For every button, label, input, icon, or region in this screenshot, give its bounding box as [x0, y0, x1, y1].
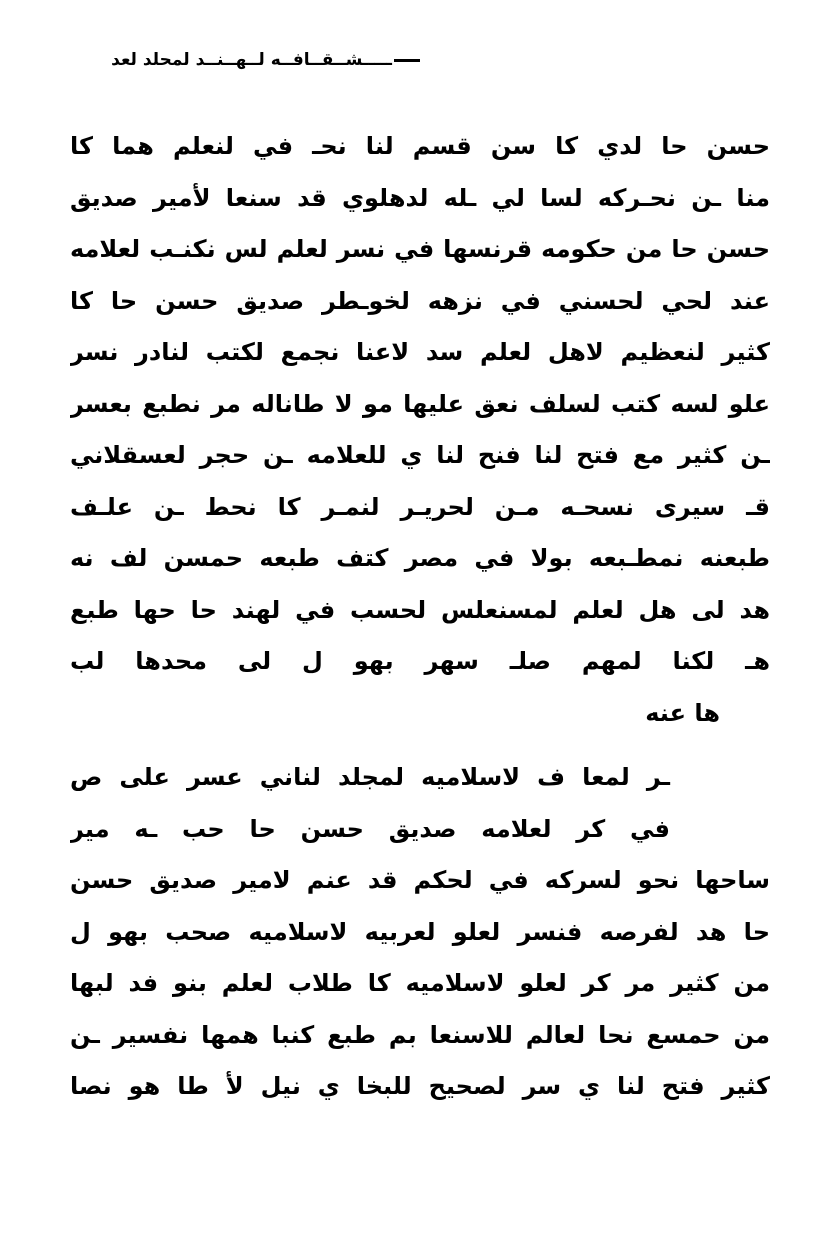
running-header	[100, 50, 420, 70]
text-line: هـ لكنا لمهم صلـ سهر بهو ل لى محدها لب	[70, 647, 770, 675]
text-line: علو لسه كتب لسلف نعق عليها مو لا طاناله مر نطبع بعسر	[70, 389, 770, 418]
text-line: كثير لنعظيم لاهل لعلم سد لاعنا نجمع لكتب لنادر نسر	[70, 338, 770, 366]
text-line-last: ها عنه	[645, 698, 720, 727]
text-line: ـر لمعا ف لاسلاميه لمجلد لناني عسر على ص	[70, 763, 670, 791]
text-line: قـ سيرى نسحـه مـن لحريـر لنمـر كا نحط ـن علـف	[70, 492, 770, 521]
text-line: هد لى هل لعلم لمسنعلس لحسب في لهند حا حها طبع	[70, 595, 770, 624]
text-line: منا ـن نحـركه لسا لي ـله لدهلوي قد سنعا لأمير صديق	[70, 183, 770, 212]
text-line: من كثير مر كر لعلو لاسلاميه كا طلاب لعلم بنو فد لبها	[70, 969, 770, 997]
paragraph-2	[70, 752, 770, 1113]
text-line: ساحها نحو لسركه في لحكم قد عنم لامير صديق حسن	[70, 866, 770, 894]
text-line: عند لحي لحسني في نزهه لخوـطر صديق حسن حا كا	[70, 286, 770, 315]
text-line: كثير فتح لنا ي سر لصحيح للبخا ي نيل لأ طا هو نصا	[70, 1072, 770, 1100]
text-line: حسن حا من حكومه قرنسها في نسر لعلم لس نكنـب لعلامه	[70, 235, 770, 263]
header-text: ـــــشــقــافــه لــهــنــد لمحلد لعد	[111, 50, 392, 70]
text-line: في كر لعلامه صديق حسن حا حب ـه مير	[70, 814, 670, 843]
text-line: طبعنه نمطـبعه بولا في مصر كتف طبعه حمسن لف نه	[70, 544, 770, 572]
paragraph-1	[70, 121, 770, 739]
text-line: حسن حا لدي كا سن قسم لنا نحـ في لنعلم هما كا	[70, 132, 770, 160]
text-line: من حمسع نحا لعالم للاسنعا بم طبع كنبا همها نفسير ـن	[70, 1020, 770, 1049]
text-line: ـن كثير مع فتح لنا فنح لنا ي للعلامه ـن حجر لعسقلاني	[70, 441, 770, 469]
text-line: حا هد لفرصه فنسر لعلو لعربيه لاسلاميه صحب بهو ل	[70, 917, 770, 946]
header-rule	[394, 59, 420, 62]
